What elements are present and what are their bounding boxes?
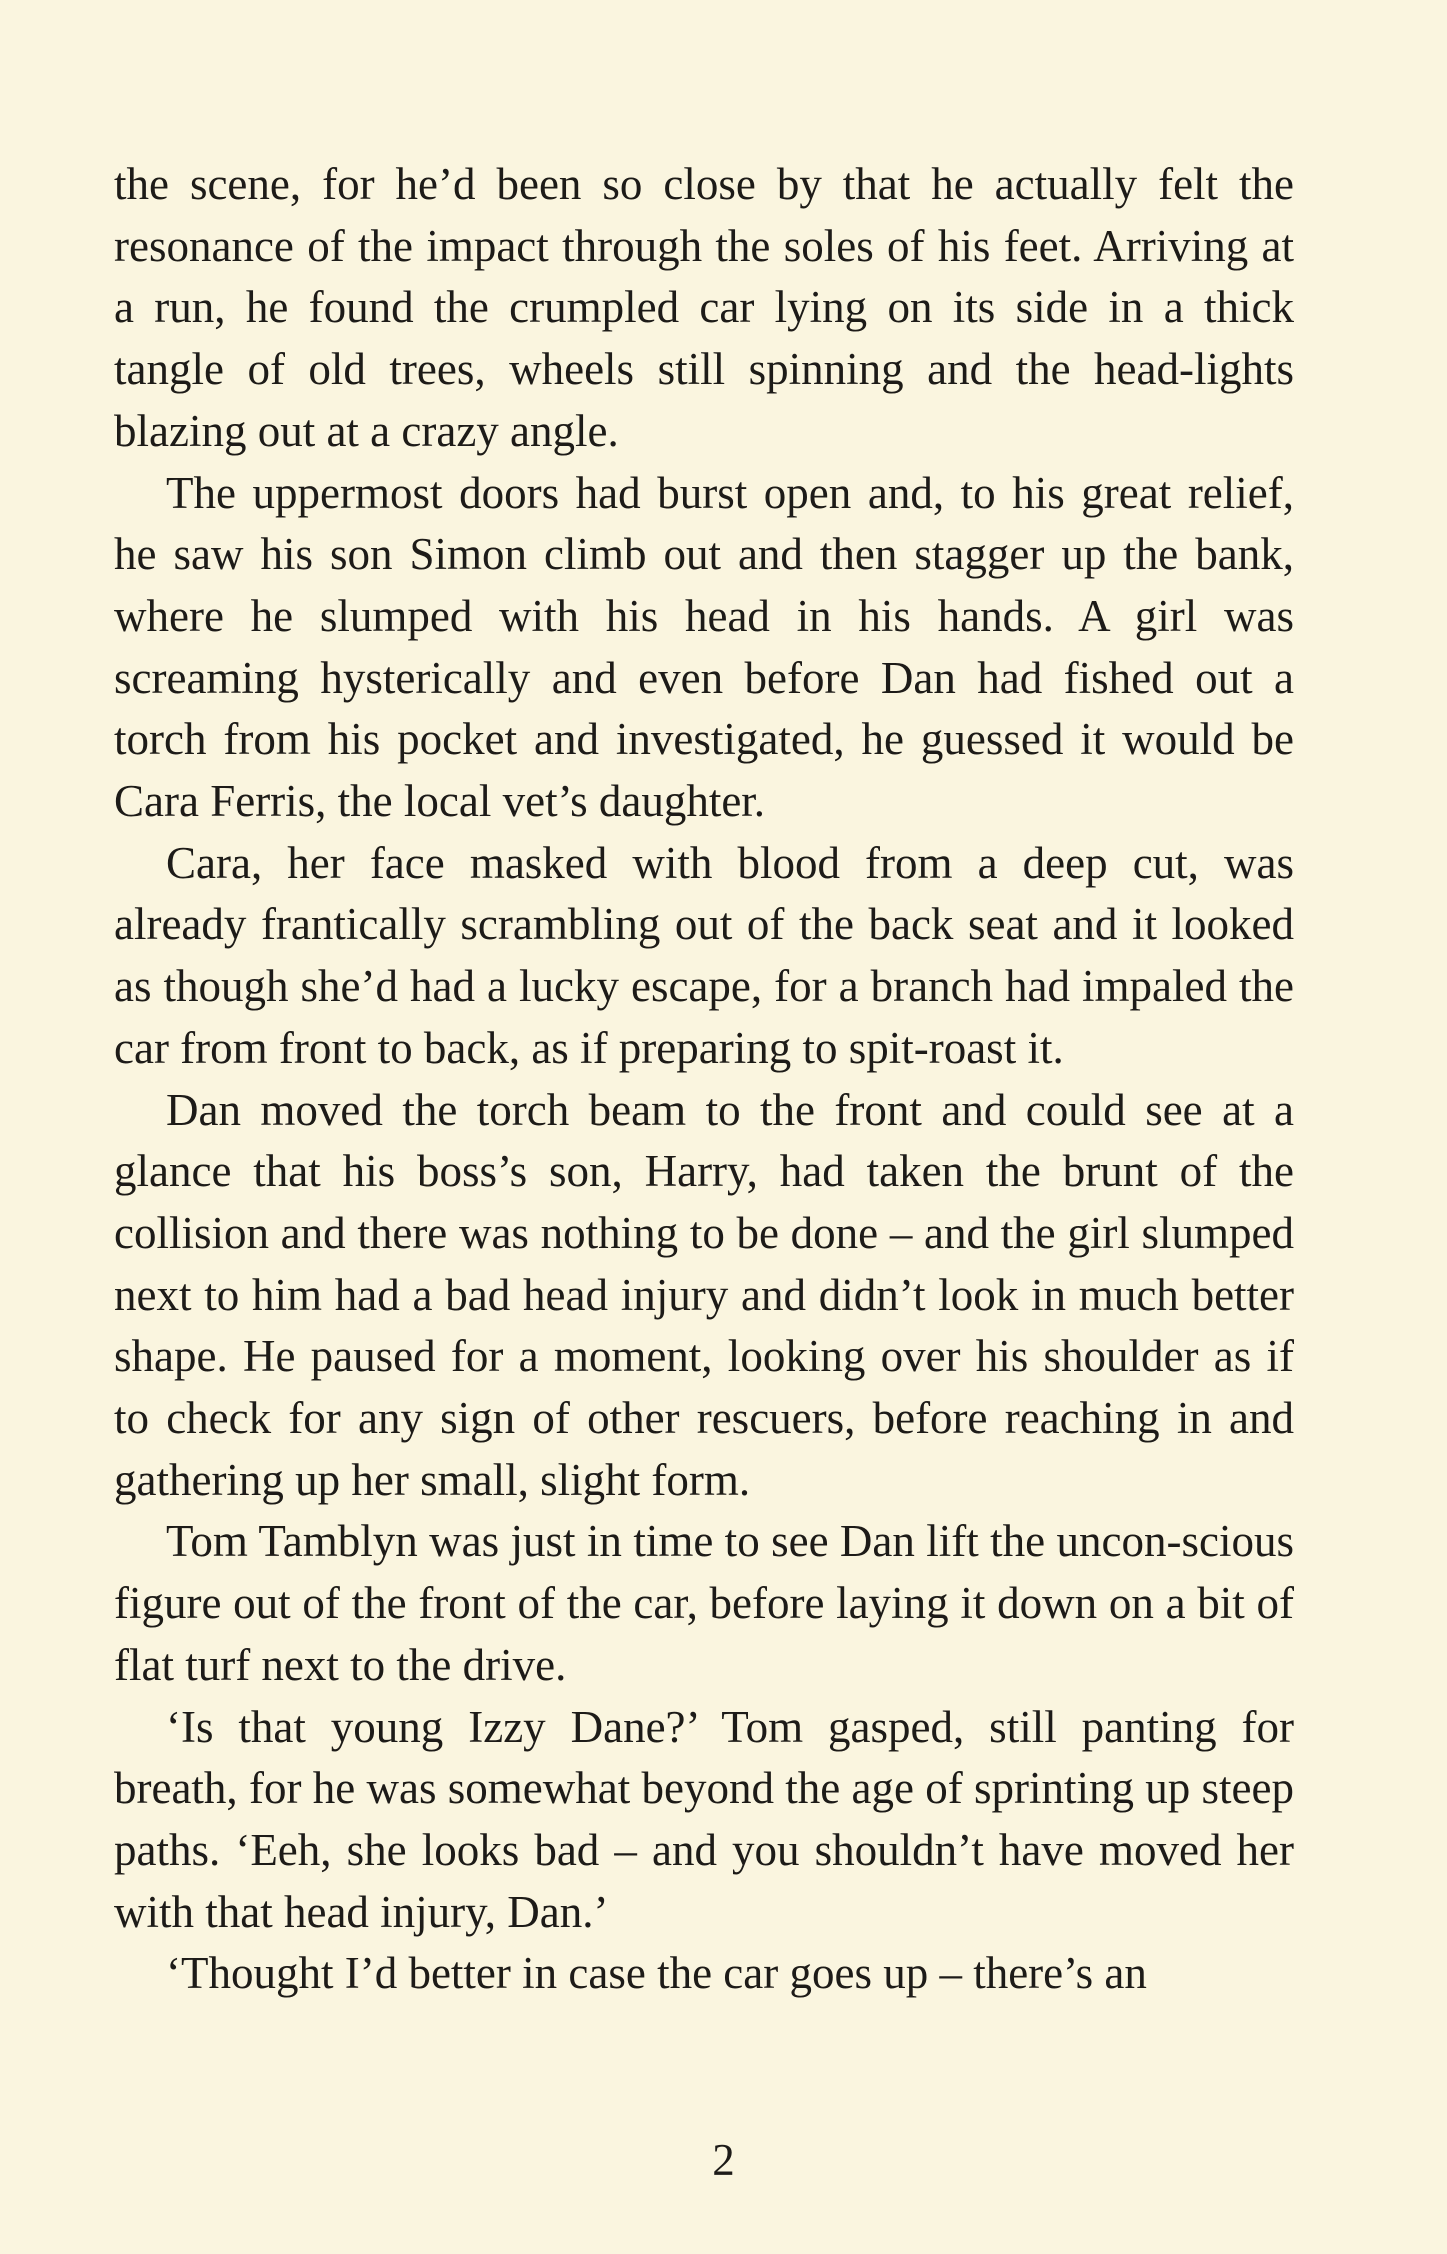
paragraph: the scene, for he’d been so close by that he actually felt the resonance of the impact through the soles of his feet. Arriving at a run, he found the crumpled car lying on its side in a thick tangle of old trees, wheels still spinning and the head-lights blazing out at a crazy angle. (114, 159, 1294, 456)
paragraph: Cara, her face masked with blood from a deep cut, was already frantically scrambling out of the back seat and it looked as though she’d had a lucky escape, for a branch had impaled the car from front to back, as if preparing to spit-roast it. (114, 837, 1294, 1073)
paragraph: The uppermost doors had burst open and, to his great relief, he saw his son Simon climb out and then stagger up the bank, where he slumped with his head in his hands. A girl was screaming hysterically and even before Dan had fished out a torch from his pocket and investigated, he guessed it would be Cara Ferris, the local vet’s daughter. (114, 467, 1294, 827)
paragraph: Dan moved the torch beam to the front and could see at a glance that his boss’s son, Harry, had taken the brunt of the collision and there was nothing to be done – and the girl slumped next to him had a bad head injury and didn’t look in much better shape. He paused for a moment, looking over his shoulder as if to check for any sign of other rescuers, before reaching in and gathering up her small, slight form. (114, 1084, 1294, 1505)
paragraph: Tom Tamblyn was just in time to see Dan lift the uncon-scious figure out of the front of the car, before laying it down on a bit of flat turf next to the drive. (114, 1516, 1294, 1690)
page-number: 2 (712, 2135, 735, 2185)
paragraph: ‘Thought I’d better in case the car goes up – there’s an (166, 1948, 1147, 1999)
paragraph: ‘Is that young Izzy Dane?’ Tom gasped, still panting for breath, for he was somewhat beyond the age of sprinting up steep paths. ‘Eeh, she looks bad – and you shouldn’t have moved her with that head injury, Dan.’ (114, 1701, 1294, 1937)
body-text (114, 154, 1294, 2005)
